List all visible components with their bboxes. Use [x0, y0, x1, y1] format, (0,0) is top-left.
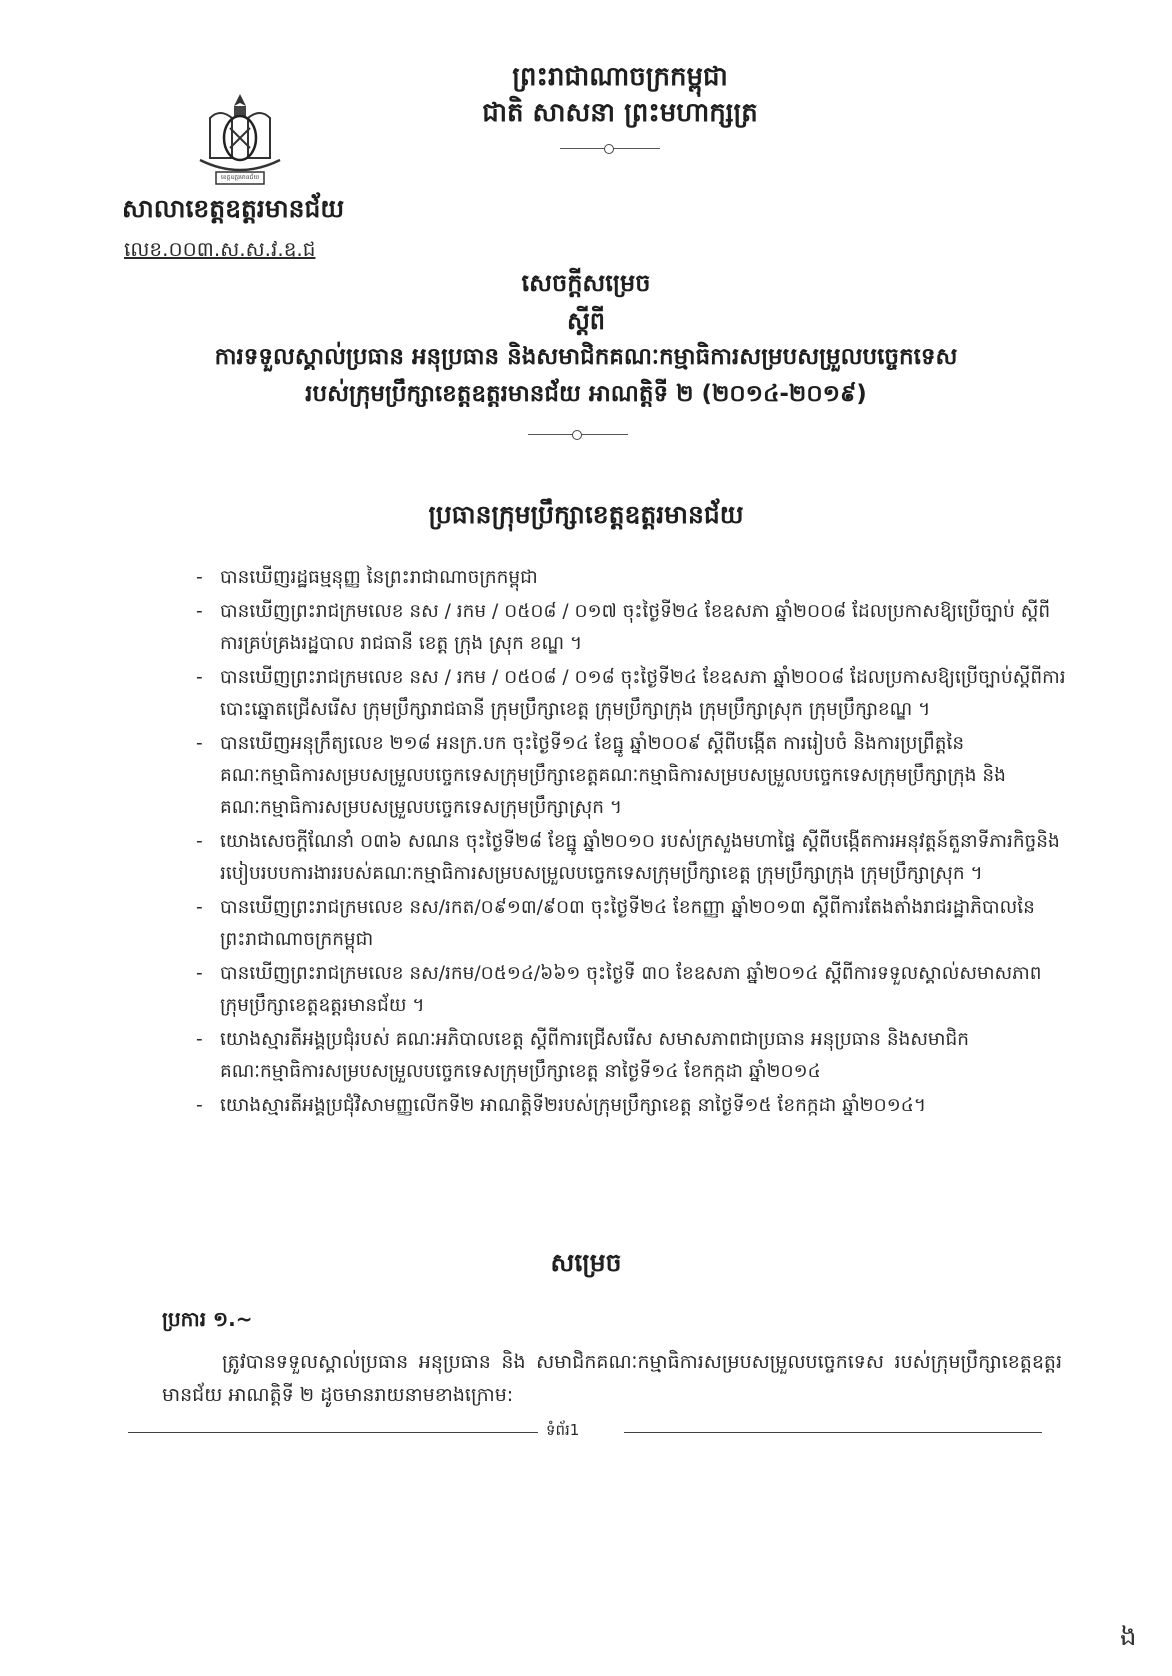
list-item: - យោងសេចក្តីណែនាំ ០៣៦ សណន ចុះថ្ងៃទី២៨ ខែធ្នូ ឆ្នាំ២០១០ របស់ក្រសួងមហាផ្ទៃ ស្តីពីបង្កើតការអនុវត្តន៍តួនាទីភារកិច្ចនិងរបៀបរបបការងាររបស់គណៈកម្មាធិការសម្របសម្រួលបច្ចេកទេសក្រុមប្រឹក្សាខេត្ត ក្រុមប្រឹក្សាក្រុង ក្រុមប្រឹក្សាស្រុក ។ [196, 831, 1060, 884]
footer-rule-right [624, 1432, 1042, 1433]
emblem-banner-text: ខេត្តឧត្តរមានជ័យ [220, 174, 260, 181]
subject-label: ស្តីពី [566, 307, 606, 335]
list-item: - បានឃើញព្រះរាជក្រមលេខ នស / រកម / ០៥០៨ / ០១៧ ចុះថ្ងៃទី២៤ ខែឧសភា ឆ្នាំ២០០៨ ដែលប្រកាសឱ្យប្រើច្បាប់ ស្តីពីការគ្រប់គ្រងរដ្ឋបាល រាជធានី ខេត្ត ក្រុង ស្រុក ខណ្ឌ ។ [196, 601, 1051, 654]
list-item: - បានឃើញព្រះរាជក្រមលេខ នស / រកម / ០៥០៨ / ០១៨ ចុះថ្ងៃទី២៤ ខែឧសភា ឆ្នាំ២០០៨ ដែលប្រកាសឱ្យប្រើច្បាប់ស្តីពីការបោះឆ្នោតជ្រើសរើស ក្រុមប្រឹក្សារាជធានី ក្រុមប្រឹក្សាខេត្ត ក្រុមប្រឹក្សាក្រុង ក្រុមប្រឹក្សាស្រុក ក្រុមប្រឹក្សាខណ្ឌ ។ [196, 667, 1066, 720]
list-item: - យោងស្មារតីអង្គប្រជុំរបស់ គណៈអភិបាលខេត្ត ស្តីពីការជ្រើសរើស សមាសភាពជាប្រធាន អនុប្រធាន និងសមាជិកគណៈកម្មាធិការសម្របសម្រួលបច្ចេកទេសក្រុមប្រឹក្សាខេត្ត នាថ្ងៃទី១៤ ខែកក្កដា ឆ្នាំ២០១៤ [196, 1029, 970, 1082]
title-ornament [528, 430, 628, 440]
subject-line-1: ការទទួលស្គាល់ប្រធាន អនុប្រធាន និងសមាជិកគណៈកម្មាធិការសម្របសម្រួលបច្ចេកទេស [214, 344, 958, 370]
subject-line-2: របស់ក្រុមប្រឹក្សាខេត្តឧត្តរមានជ័យ អាណត្តិទី ២ (២០១៤-២០១៩) [305, 381, 867, 407]
issuing-office: សាលាខេត្តឧត្តរមានជ័យ [122, 194, 345, 223]
list-item: - បានឃើញព្រះរាជក្រមលេខ នស/រកម/០៥១៤/៦៦១ ចុះថ្ងៃទី ៣០ ខែឧសភា ឆ្នាំ២០១៤ ស្តីពីការទទួលស្គាល់សមាសភាពក្រុមប្រឹក្សាខេត្តឧត្តរមានជ័យ ។ [196, 963, 1042, 1016]
list-item: - បានឃើញអនុក្រឹត្យលេខ ២១៨ អនក្រ.បក ចុះថ្ងៃទី១៤ ខែធ្នូ ឆ្នាំ២០០៩ ស្តីពីបង្កើត ការរៀបចំ និងការប្រព្រឹត្តនៃគណៈកម្មាធិការសម្របសម្រួលបច្ចេកទេសក្រុមប្រឹក្សាខេត្តគណៈកម្មាធិការសម្របសម្រួលបច្ចេកទេសក្រុមប្រឹក្សាក្រុង និងគណៈកម្មាធិការសម្របសម្រួលបច្ចេកទេសក្រុមប្រឹក្សាស្រុក ។ [196, 733, 1006, 818]
footer-rule-left [128, 1432, 538, 1433]
kingdom-title: ព្រះរាជាណាចក្រកម្ពុជា [512, 62, 728, 92]
corner-mark: ង [1120, 1622, 1137, 1652]
royal-emblem [190, 88, 290, 192]
authority-heading: ប្រធានក្រុមប្រឹក្សាខេត្តឧត្តរមានជ័យ [428, 500, 744, 529]
page-number: ទំព័រ1 [546, 1421, 580, 1439]
nation-motto: ជាតិ សាសនា ព្រះមហាក្សត្រ [482, 98, 758, 128]
list-item: - យោងស្មារតីអង្គប្រជុំវិសាមញ្ញលើកទី២ អាណត្តិទី២របស់ក្រុមប្រឹក្សាខេត្ត នាថ្ងៃទី១៥ ខែកក្កដា ឆ្នាំ២០១៤។ [196, 1095, 927, 1116]
motto-ornament [560, 144, 660, 154]
list-item: - បានឃើញព្រះរាជក្រមលេខ នស/រកត/០៩១៣/៩០៣ ចុះថ្ងៃទី២៤ ខែកញ្ញា ឆ្នាំ២០១៣ ស្តីពីការតែងតាំងរាជរដ្ឋាភិបាលនៃព្រះរាជាណាចក្រកម្ពុជា [196, 897, 1035, 950]
decision-heading: សម្រេច [550, 1248, 622, 1277]
list-item: - បានឃើញរដ្ឋធម្មនុញ្ញ នៃព្រះរាជាណាចក្រកម្ពុជា [196, 567, 538, 588]
considerations-list [196, 562, 1066, 1124]
document-type: សេចក្តីសម្រេច [521, 269, 651, 297]
article-label: ប្រការ ១.~ [162, 1307, 253, 1331]
article-text: ត្រូវបានទទួលស្គាល់ប្រធាន អនុប្រធាន និង សមាជិកគណៈកម្មាធិការសម្របសម្រួលបច្ចេកទេស របស់ក្រុមប្រឹក្សាខេត្តឧត្តរមានជ័យ អាណត្តិទី ២ ដូចមានរាយនាមខាងក្រោម: [162, 1351, 1062, 1406]
reference-number: លេខ.០០៣.ស.ស.វ.ឧ.ជ [124, 237, 316, 261]
